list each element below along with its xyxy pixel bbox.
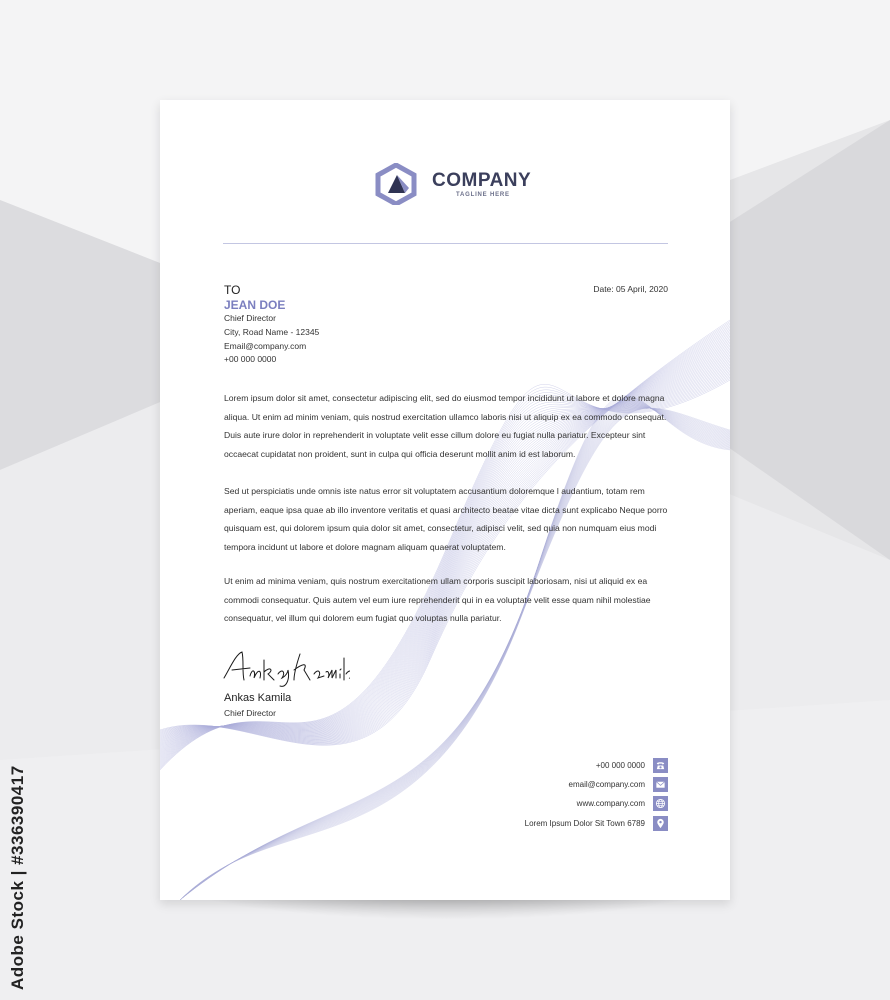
recipient-address: City, Road Name - 12345 xyxy=(224,327,320,337)
phone-icon xyxy=(653,758,668,773)
contact-email: email@company.com xyxy=(568,780,645,789)
contact-row-website xyxy=(577,796,668,811)
signer-title: Chief Director xyxy=(224,708,276,718)
contact-address: Lorem Ipsum Dolor Sit Town 6789 xyxy=(524,819,645,828)
recipient-name: JEAN DOE xyxy=(224,298,286,312)
to-label: TO xyxy=(224,283,241,297)
recipient-email: Email@company.com xyxy=(224,341,307,351)
company-tagline: TAGLINE HERE xyxy=(456,192,510,198)
contact-row-email xyxy=(569,777,668,792)
contact-row-phone xyxy=(596,758,668,773)
letterhead-page xyxy=(160,100,730,900)
contact-phone: +00 000 0000 xyxy=(595,761,645,770)
body-paragraph: Lorem ipsum dolor sit amet, consectetur adipiscing elit, sed do eiusmod tempor incididunt ut labore et dolore magna aliqua. Ut enim ad minim veniam, quis nostrud exercitation ullamco laboris nisi ut aliquip ex ea commodo consequat. Duis aute irure dolor in reprehenderit in voluptate velit esse cillum dolore eu fugiat nulla pariatur. Excepteur sint occaecat cupidatat non proident, sunt in culpa qui officia deserunt mollit anim id est laborum. xyxy=(224,393,667,459)
contact-row-address xyxy=(525,816,668,831)
location-pin-icon xyxy=(653,816,668,831)
recipient-phone: +00 000 0000 xyxy=(224,354,277,364)
stock-id-label: Adobe Stock | #336390417 xyxy=(8,765,27,990)
signer-name: Ankas Kamila xyxy=(224,692,292,704)
body-paragraph: Sed ut perspiciatis unde omnis iste natus error sit voluptatem accusantium doloremque l audantium, totam rem aperiam, eaque ipsa quae ab illo inventore veritatis et quasi architecto beatae vitae dicta sunt explicabo Neque porro quisquam est, qui dolorem ipsum quia dolor sit amet, consectetur, adipisci velit, sed quia non numquam eius modi tempora incidunt ut labore et dolore magnam aliquam quaerat voluptatem. xyxy=(224,486,668,552)
handwritten-signature xyxy=(220,640,350,690)
globe-icon xyxy=(653,796,668,811)
company-name: COMPANY xyxy=(432,170,532,191)
letter-date: Date: 05 April, 2020 xyxy=(593,284,668,294)
body-paragraph: Ut enim ad minima veniam, quis nostrum exercitationem ullam corporis suscipit laboriosam, nisi ut aliquid ex ea commodi consequatur. Quis autem vel eum iure reprehenderit qui in ea voluptate velit esse quam nihil molestiae consequatur, vel illum qui dolorem eum fugiat quo voluptas nulla pariatur. xyxy=(224,576,651,623)
company-logo-icon xyxy=(375,163,417,205)
contact-website: www.company.com xyxy=(576,799,645,808)
header-divider xyxy=(223,243,668,244)
mail-icon xyxy=(653,777,668,792)
recipient-title: Chief Director xyxy=(224,313,276,323)
